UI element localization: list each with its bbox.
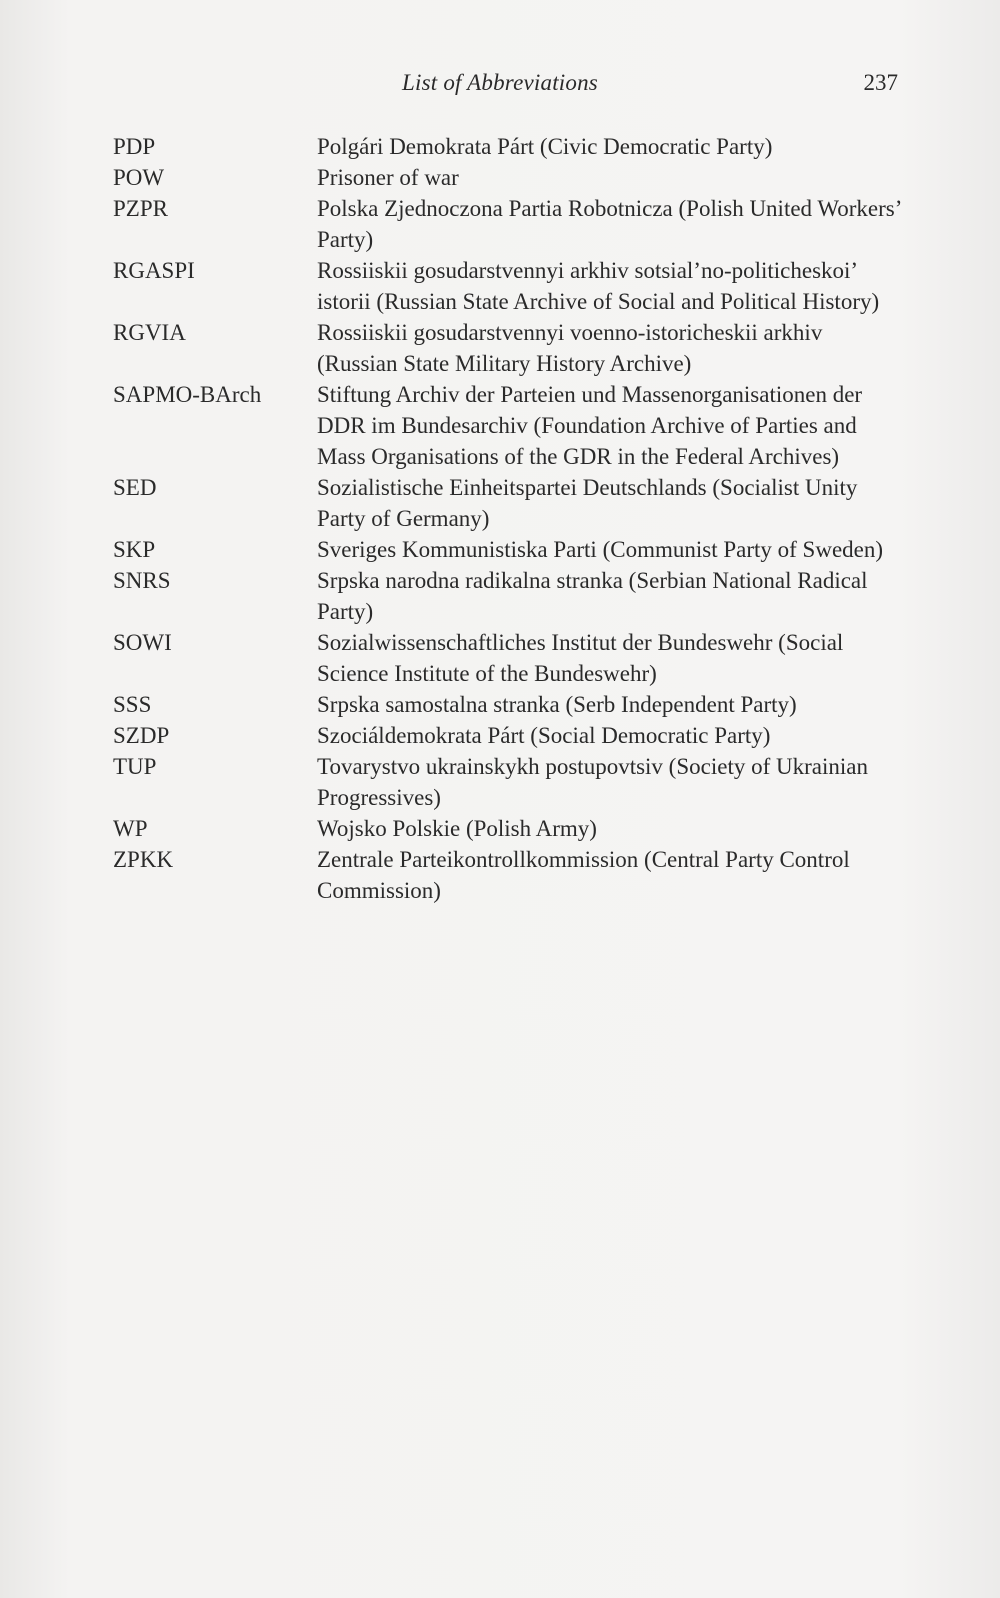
abbreviation-expansion: Szociáldemokrata Párt (Social Democratic Party): [317, 723, 771, 748]
list-item: [113, 193, 903, 255]
list-item: [113, 534, 903, 565]
abbreviation-expansion: Sveriges Kommunistiska Parti (Communist Party of Sweden): [317, 537, 884, 562]
list-item: [113, 751, 903, 813]
list-item: [113, 131, 903, 162]
list-item: [113, 317, 903, 379]
abbreviation-list: [113, 131, 903, 906]
abbreviation-expansion: Rossiiskii gosudarstvennyi arkhiv sotsial’no-politicheskoi’ istorii (Russian State Archive of Social and Political History): [317, 258, 880, 314]
abbreviation-expansion: Zentrale Parteikontrollkommission (Central Party Control Commission): [317, 847, 850, 903]
abbreviation-expansion: Sozialwissenschaftliches Institut der Bundeswehr (Social Science Institute of the Bundeswehr): [317, 630, 844, 686]
abbreviation: RGVIA: [113, 320, 186, 345]
abbreviation: SAPMO-BArch: [113, 382, 262, 407]
list-item: [113, 813, 903, 844]
abbreviation: SKP: [113, 537, 156, 562]
list-item: [113, 720, 903, 751]
abbreviation: PDP: [113, 134, 156, 159]
abbreviation: RGASPI: [113, 258, 195, 283]
abbreviation-expansion: Srpska samostalna stranka (Serb Independent Party): [317, 692, 797, 717]
list-item: [113, 255, 903, 317]
abbreviation-expansion: Polska Zjednoczona Partia Robotnicza (Polish United Workers’ Party): [317, 196, 901, 252]
abbreviation: SOWI: [113, 630, 172, 655]
list-item: [113, 379, 903, 472]
abbreviation: SZDP: [113, 723, 170, 748]
abbreviation: SSS: [113, 692, 152, 717]
abbreviation-expansion: Prisoner of war: [317, 165, 459, 190]
page-number: 237: [863, 70, 898, 95]
list-item: [113, 689, 903, 720]
running-title: List of Abbreviations: [402, 70, 598, 95]
abbreviation: WP: [113, 816, 148, 841]
page-header: [0, 70, 1000, 104]
abbreviation: TUP: [113, 754, 157, 779]
abbreviation-expansion: Polgári Demokrata Párt (Civic Democratic Party): [317, 134, 773, 159]
list-item: [113, 565, 903, 627]
abbreviation-expansion: Stiftung Archiv der Parteien und Massenorganisationen der DDR im Bundesarchiv (Foundation Archive of Parties and Mass Organisations of the GDR in the Federal Archives): [317, 382, 863, 469]
list-item: [113, 844, 903, 906]
abbreviation: SNRS: [113, 568, 171, 593]
abbreviation-expansion: Srpska narodna radikalna stranka (Serbian National Radical Party): [317, 568, 868, 624]
list-item: [113, 472, 903, 534]
abbreviation: POW: [113, 165, 165, 190]
abbreviation-expansion: Rossiiskii gosudarstvennyi voenno-istoricheskii arkhiv (Russian State Military History Archive): [317, 320, 823, 376]
abbreviation-expansion: Wojsko Polskie (Polish Army): [317, 816, 597, 841]
list-item: [113, 162, 903, 193]
abbreviation: PZPR: [113, 196, 168, 221]
abbreviation-expansion: Sozialistische Einheitspartei Deutschlands (Socialist Unity Party of Germany): [317, 475, 858, 531]
abbreviation-expansion: Tovarystvo ukrainskykh postupovtsiv (Society of Ukrainian Progressives): [317, 754, 868, 810]
abbreviation: ZPKK: [113, 847, 174, 872]
list-item: [113, 627, 903, 689]
abbreviation: SED: [113, 475, 157, 500]
